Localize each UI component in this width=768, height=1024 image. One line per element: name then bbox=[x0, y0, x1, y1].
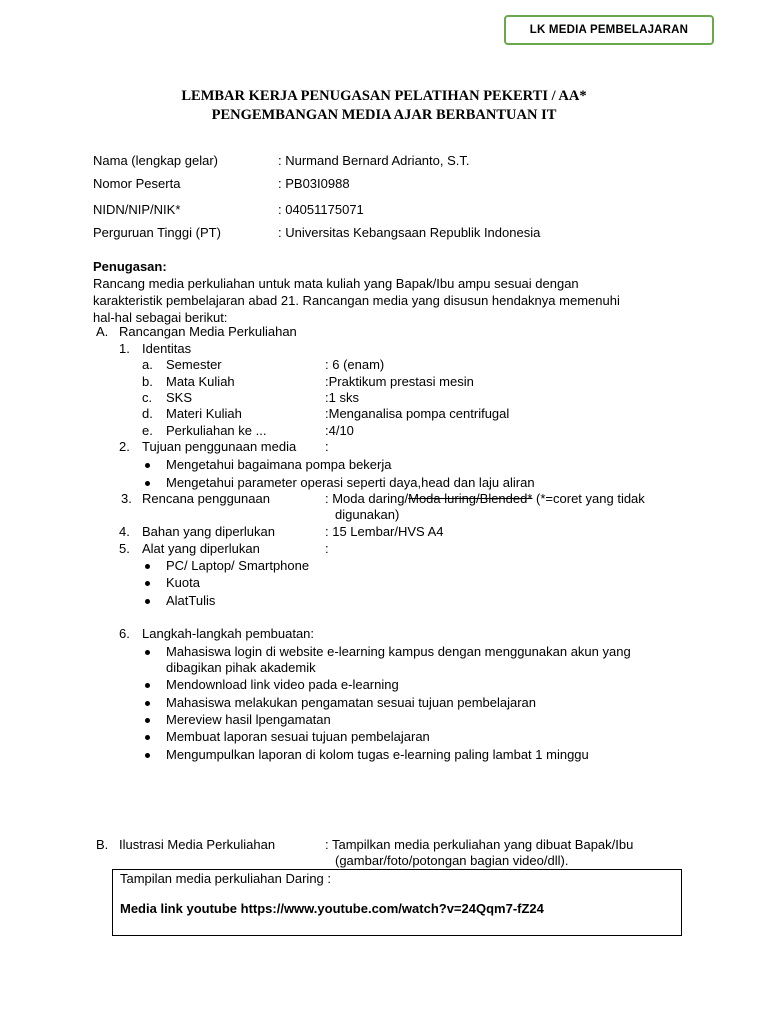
bullet-icon bbox=[145, 599, 150, 604]
list-item: Mendownload link video pada e-learning bbox=[166, 677, 399, 692]
section-b-label: Ilustrasi Media Perkuliahan bbox=[119, 837, 276, 852]
item1-title: Identitas bbox=[142, 341, 192, 356]
item3-value-struck: Moda luring/Blended* bbox=[408, 491, 533, 506]
assignment-paragraph-line2: karakteristik pembelajaran abad 21. Rancangan media yang disusun hendaknya memenuhi bbox=[93, 293, 620, 308]
list-item: Membuat laporan sesuai tujuan pembelajaran bbox=[166, 729, 430, 744]
bullet-icon bbox=[145, 481, 150, 486]
list-item-continuation: dibagikan pihak akademik bbox=[166, 660, 316, 675]
bullet-icon bbox=[145, 683, 150, 688]
assignment-paragraph-line1: Rancang media perkuliahan untuk mata kuliah yang Bapak/Ibu ampu sesuai dengan bbox=[93, 276, 579, 291]
identity-row-label: Perkuliahan ke ... bbox=[166, 423, 267, 438]
media-display-box bbox=[112, 869, 682, 936]
item5-colon: : bbox=[325, 541, 329, 556]
identity-row-value: :4/10 bbox=[325, 423, 354, 438]
item3-value-post: (*=coret yang tidak bbox=[532, 491, 645, 506]
document-badge: LK MEDIA PEMBELAJARAN bbox=[504, 15, 714, 45]
bullet-icon bbox=[145, 581, 150, 586]
identity-row-marker: e. bbox=[142, 423, 153, 438]
bullet-icon bbox=[145, 753, 150, 758]
item4-label: Bahan yang diperlukan bbox=[142, 524, 275, 539]
identity-value-participant: : PB03I0988 bbox=[278, 176, 350, 191]
list-item: AlatTulis bbox=[166, 593, 216, 608]
list-item: Mahasiswa login di website e-learning kampus dengan menggunakan akun yang bbox=[166, 644, 631, 659]
item3-value-line2: digunakan) bbox=[335, 507, 400, 522]
media-box-link: Media link youtube https://www.youtube.com/watch?v=24Qqm7-fZ24 bbox=[120, 901, 544, 916]
document-title-line1: LEMBAR KERJA PENUGASAN PELATIHAN PEKERTI / AA* bbox=[181, 88, 587, 104]
media-box-caption: Tampilan media perkuliahan Daring : bbox=[120, 871, 332, 886]
list-item: Kuota bbox=[166, 575, 200, 590]
list-item: Mahasiswa melakukan pengamatan sesuai tujuan pembelajaran bbox=[166, 695, 537, 710]
bullet-icon bbox=[145, 650, 150, 655]
list-item: Mengumpulkan laporan di kolom tugas e-learning paling lambat 1 minggu bbox=[166, 747, 589, 762]
item1-marker: 1. bbox=[119, 341, 130, 356]
identity-row-label: Semester bbox=[166, 357, 222, 372]
identity-label-participant: Nomor Peserta bbox=[93, 176, 181, 191]
identity-row-value: :Praktikum prestasi mesin bbox=[325, 374, 474, 389]
identity-row-value: : 6 (enam) bbox=[325, 357, 385, 372]
item5-label: Alat yang diperlukan bbox=[142, 541, 260, 556]
item3-label: Rencana penggunaan bbox=[142, 491, 270, 506]
identity-label-nidn: NIDN/NIP/NIK* bbox=[93, 202, 181, 217]
item4-value: : 15 Lembar/HVS A4 bbox=[325, 524, 444, 539]
item2-colon: : bbox=[325, 439, 329, 454]
identity-value-nidn: : 04051175071 bbox=[278, 202, 364, 217]
section-b-marker: B. bbox=[96, 837, 109, 852]
list-item: Mengetahui bagaimana pompa bekerja bbox=[166, 457, 392, 472]
list-item: Mereview hasil lpengamatan bbox=[166, 712, 331, 727]
section-b-value-line1: : Tampilkan media perkuliahan yang dibuat Bapak/Ibu bbox=[325, 837, 634, 852]
item3-value bbox=[325, 491, 645, 506]
item2-label: Tujuan penggunaan media bbox=[142, 439, 297, 454]
identity-value-university: : Universitas Kebangsaan Republik Indonesia bbox=[278, 225, 541, 240]
bullet-icon bbox=[145, 735, 150, 740]
document-title-line2: PENGEMBANGAN MEDIA AJAR BERBANTUAN IT bbox=[211, 107, 557, 123]
item6-marker: 6. bbox=[119, 626, 130, 641]
bullet-icon bbox=[145, 718, 150, 723]
identity-label-university: Perguruan Tinggi (PT) bbox=[93, 225, 221, 240]
identity-row-marker: d. bbox=[142, 406, 153, 421]
section-a-title: Rancangan Media Perkuliahan bbox=[119, 324, 297, 339]
identity-row-value: :Menganalisa pompa centrifugal bbox=[325, 406, 510, 421]
item2-marker: 2. bbox=[119, 439, 130, 454]
assignment-paragraph-line3: hal-hal sebagai berikut: bbox=[93, 310, 228, 325]
section-a-marker: A. bbox=[96, 324, 109, 339]
identity-label-name: Nama (lengkap gelar) bbox=[93, 153, 219, 168]
bullet-icon bbox=[145, 463, 150, 468]
identity-value-name: : Nurmand Bernard Adrianto, S.T. bbox=[278, 153, 470, 168]
item4-marker: 4. bbox=[119, 524, 130, 539]
identity-row-value: :1 sks bbox=[325, 390, 359, 405]
section-b-value-line2: (gambar/foto/potongan bagian video/dll). bbox=[335, 853, 569, 868]
assignment-heading: Penugasan: bbox=[93, 259, 167, 274]
item3-marker: 3. bbox=[121, 491, 132, 506]
identity-row-label: SKS bbox=[166, 390, 193, 405]
list-item: PC/ Laptop/ Smartphone bbox=[166, 558, 310, 573]
identity-row-marker: c. bbox=[142, 390, 153, 405]
bullet-icon bbox=[145, 564, 150, 569]
list-item: Mengetahui parameter operasi seperti daya,head dan laju aliran bbox=[166, 475, 535, 490]
item3-value-pre: : Moda daring/ bbox=[325, 491, 409, 506]
identity-row-label: Mata Kuliah bbox=[166, 374, 235, 389]
item6-label: Langkah-langkah pembuatan: bbox=[142, 626, 315, 641]
item5-marker: 5. bbox=[119, 541, 130, 556]
identity-row-marker: a. bbox=[142, 357, 153, 372]
identity-row-marker: b. bbox=[142, 374, 153, 389]
bullet-icon bbox=[145, 701, 150, 706]
identity-row-label: Materi Kuliah bbox=[166, 406, 242, 421]
